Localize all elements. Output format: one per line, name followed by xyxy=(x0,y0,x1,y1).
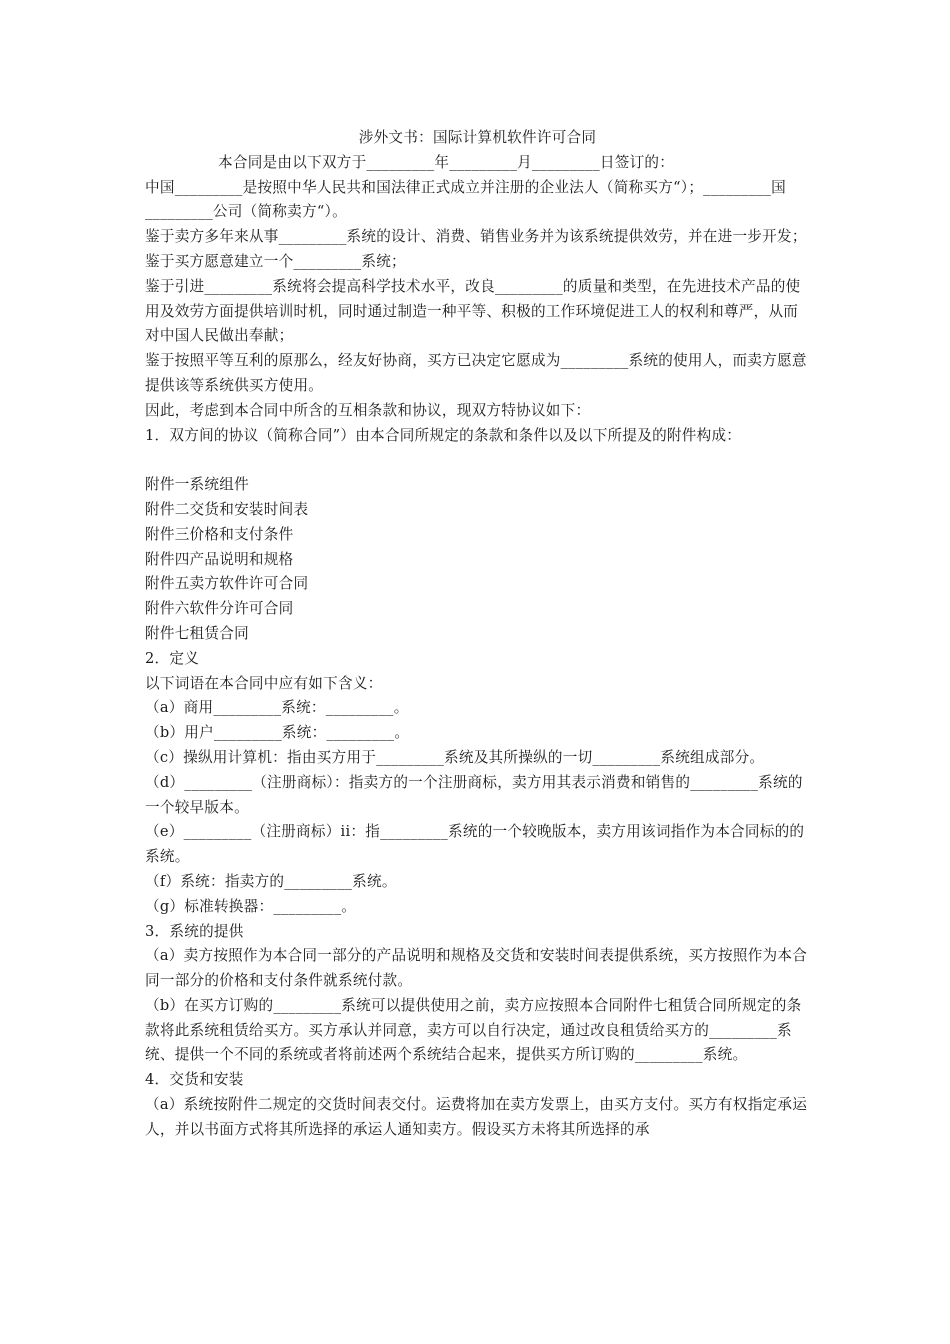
clauses-block xyxy=(145,473,810,1143)
intro-line: 本合同是由以下双方于_________年_________月_________日签订的： xyxy=(218,153,675,171)
paragraph: （d）_________（注册商标）：指卖方的一个注册商标，卖方用其表示消费和销售的_________系统的一个较早版本。 xyxy=(145,773,803,816)
paragraph: 因此，考虑到本合同中所含的互相条款和协议，现双方特协议如下： xyxy=(145,401,591,419)
paragraph: （a）商用_________系统：_________。 xyxy=(145,699,409,717)
paragraph: 附件六软件分许可合同 xyxy=(145,600,294,618)
paragraph: 附件七租赁合同 xyxy=(145,624,249,642)
preamble-block xyxy=(145,176,810,449)
paragraph: （b）在买方订购的_________系统可以提供使用之前，卖方应按照本合同附件七租赁合同所规定的条款将此系统租赁给买方。买方承认并同意，卖方可以自行决定，通过改良租赁给买方的_________系统、提供一个不同的系统或者将前述两个系统结合起来，提供买方所订购的_________系统。 xyxy=(145,996,802,1064)
paragraph: 附件三价格和支付条件 xyxy=(145,525,294,543)
paragraph: 附件二交货和安装时间表 xyxy=(145,500,309,518)
paragraph: （f）系统：指卖方的_________系统。 xyxy=(145,872,397,890)
paragraph-gap xyxy=(145,448,810,473)
paragraph: 4．交货和安装 xyxy=(145,1071,244,1089)
paragraph: 3．系统的提供 xyxy=(145,922,244,940)
paragraph: 鉴于买方愿意建立一个_________系统； xyxy=(145,252,406,270)
paragraph: 鉴于卖方多年来从事_________系统的设计、消费、销售业务并为该系统提供效劳，并在进一步开发； xyxy=(145,228,807,246)
paragraph: （b）用户_________系统：_________。 xyxy=(145,724,410,742)
paragraph: （c）操纵用计算机：指由买方用于_________系统及其所操纵的一切_________系统组成部分。 xyxy=(145,748,765,766)
paragraph: 鉴于按照平等互利的原那么，经友好协商，买方已决定它愿成为_________系统的使用人，而卖方愿意提供该等系统供买方使用。 xyxy=(145,352,807,394)
paragraph: 附件一系统组件 xyxy=(145,476,249,494)
paragraph: （g）标准转换器：_________。 xyxy=(145,897,357,915)
paragraph: （a）系统按附件二规定的交货时间表交付。运费将加在卖方发票上，由买方支付。买方有权指定承运人，并以书面方式将其所选择的承运人通知卖方。假设买方未将其所选择的承 xyxy=(145,1096,808,1138)
paragraph: 2．定义 xyxy=(145,649,200,667)
paragraph: 附件五卖方软件许可合同 xyxy=(145,575,309,593)
paragraph: 中国_________是按照中华人民共和国法律正式成立并注册的企业法人（简称买方“）；_________国_________公司（简称卖方“）。 xyxy=(145,178,786,221)
document-body xyxy=(145,126,810,1143)
paragraph: 以下词语在本合同中应有如下含义： xyxy=(145,674,383,692)
paragraph: （e）_________（注册商标）ii：指_________系统的一个较晚版本，卖方用该词指作为本合同标的的系统。 xyxy=(145,823,805,866)
paragraph: 鉴于引进_________系统将会提高科学技术水平，改良_________的质量和类型，在先进技术产品的使用及效劳方面提供培训时机，同时通过制造一种平等、积极的工作环境促进工人的权利和尊严，从而对中国人民做出奉献； xyxy=(145,277,801,345)
paragraph: 1．双方间的协议（简称合同”）由本合同所规定的条款和条件以及以下所提及的附件构成： xyxy=(145,426,742,444)
paragraph: 附件四产品说明和规格 xyxy=(145,550,294,568)
document-title: 涉外文书：国际计算机软件许可合同 xyxy=(358,129,597,146)
paragraph: （a）卖方按照作为本合同一部分的产品说明和规格及交货和安装时间表提供系统，买方按照作为本合同一部分的价格和支付条件就系统付款。 xyxy=(145,947,808,990)
